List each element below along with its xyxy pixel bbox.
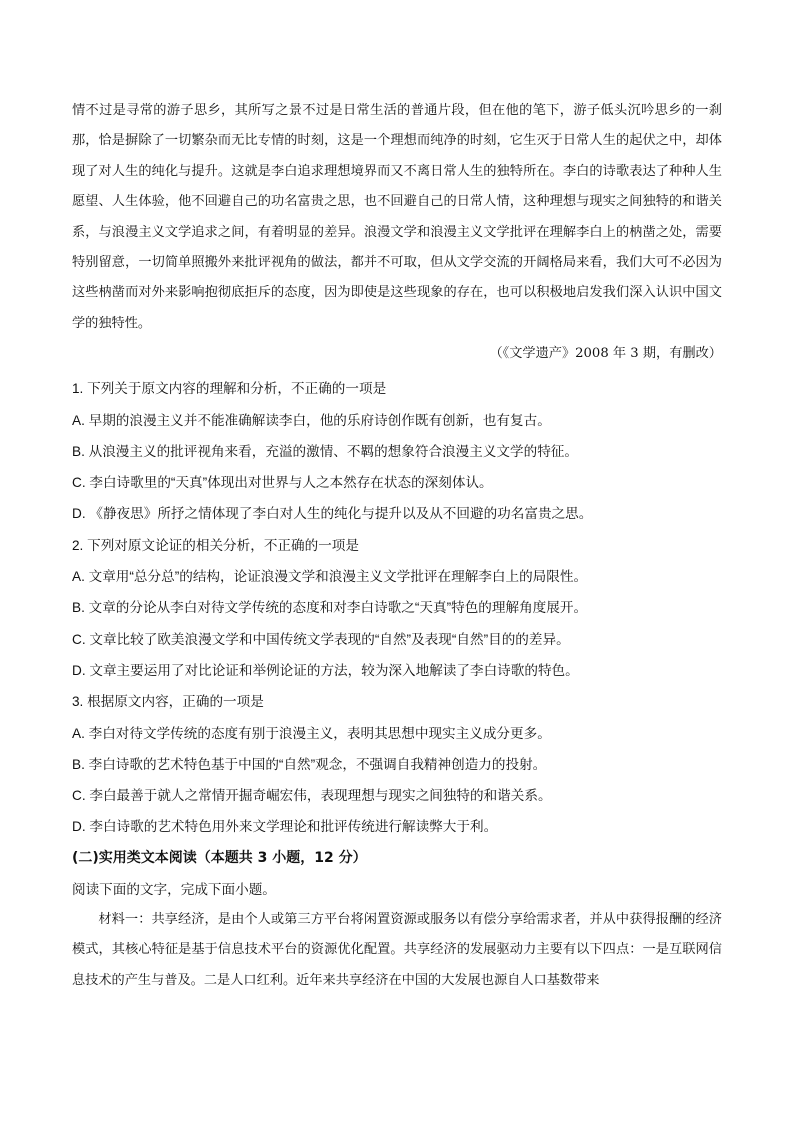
- section-instruction: 阅读下面的文字，完成下面小题。: [72, 881, 276, 897]
- section-title: (二)实用类文本阅读（本题共 3 小题，12 分）: [72, 849, 367, 866]
- material-1-text: 材料一：共享经济，是由个人或第三方平台将闲置资源或服务以有偿分享给需求者，并从中获得报酬的经济模式，其核心特征是基于信息技术平台的资源优化配置。共享经济的发展驱动力主要有以下四点：一是互联网信息技术的产生与普及。二是人口红利。近年来共享经济在中国的大发展也源自人口基数带来: [72, 912, 722, 988]
- option-d: D. 李白诗歌的艺术特色用外来文学理论和批评传统进行解读弊大于利。: [72, 819, 498, 835]
- option-a: A. 早期的浪漫主义并不能准确解读李白，他的乐府诗创作既有创新，也有复古。: [72, 412, 551, 428]
- question-1: [72, 373, 722, 529]
- option-b: B. 文章的分论从李白对待文学传统的态度和对李白诗歌之“天真”特色的理解角度展开。: [72, 600, 588, 616]
- option-d: D. 《静夜思》所抒之情体现了李白对人生的纯化与提升以及从不回避的功名富贵之思。: [72, 506, 593, 522]
- question-2: [72, 530, 722, 686]
- option-a: A. 文章用“总分总”的结构，论证浪漫文学和浪漫主义文学批评在理解李白上的局限性。: [72, 569, 588, 585]
- question-3: [72, 686, 722, 842]
- option-c: C. 李白诗歌里的“天真”体现出对世界与人之本然存在状态的深刻体认。: [72, 475, 493, 491]
- material-1-paragraph: [72, 905, 722, 996]
- option-d: D. 文章主要运用了对比论证和举例论证的方法，较为深入地解读了李白诗歌的特色。: [72, 662, 579, 678]
- passage-source: （《文学遗产》2008 年 3 期，有删改）: [489, 346, 722, 362]
- option-a: A. 李白对待文学传统的态度有别于浪漫主义，表明其思想中现实主义成分更多。: [72, 725, 551, 741]
- question-stem: 1. 下列关于原文内容的理解和分析，不正确的一项是: [72, 381, 387, 397]
- passage-text: 情不过是寻常的游子思乡，其所写之景不过是日常生活的普通片段，但在他的笔下，游子低头沉吟思乡的一刹那，恰是摒除了一切繁杂而无比专情的时刻，这是一个理想而纯净的时刻，它生灭于日常人生的起伏之中，却体现了对人生的纯化与提升。这就是李白追求理想境界而又不离日常人生的独特所在。李白的诗歌表达了种种人生愿望、人生体验，他不回避自己的功名富贵之思，也不回避自己的日常人情，这种理想与现实之间独特的和谐关系，与浪漫主义文学追求之间，有着明显的差异。浪漫文学和浪漫主义文学批评在理解李白上的枘凿之处，需要特别留意，一切简单照搬外来批评视角的做法，都并不可取，但从文学交流的开阔格局来看，我们大可不必因为这些枘凿而对外来影响抱彻底拒斥的态度，因为即使是这些现象的存在，也可以积极地启发我们深入认识中国文学的独特性。: [72, 103, 722, 331]
- option-c: C. 李白最善于就人之常情开掘奇崛宏伟，表现理想与现实之间独特的和谐关系。: [72, 788, 552, 804]
- question-stem: 3. 根据原文内容，正确的一项是: [72, 694, 264, 710]
- option-c: C. 文章比较了欧美浪漫文学和中国传统文学表现的“自然”及表现“自然”目的的差异。: [72, 631, 570, 647]
- question-stem: 2. 下列对原文论证的相关分析，不正确的一项是: [72, 537, 359, 553]
- passage-paragraph: [72, 96, 722, 339]
- option-b: B. 从浪漫主义的批评视角来看，充溢的激情、不羁的想象符合浪漫主义文学的特征。: [72, 443, 578, 459]
- document-page: [72, 96, 722, 996]
- option-b: B. 李白诗歌的艺术特色基于中国的“自然”观念，不强调自我精神创造力的投射。: [72, 756, 547, 772]
